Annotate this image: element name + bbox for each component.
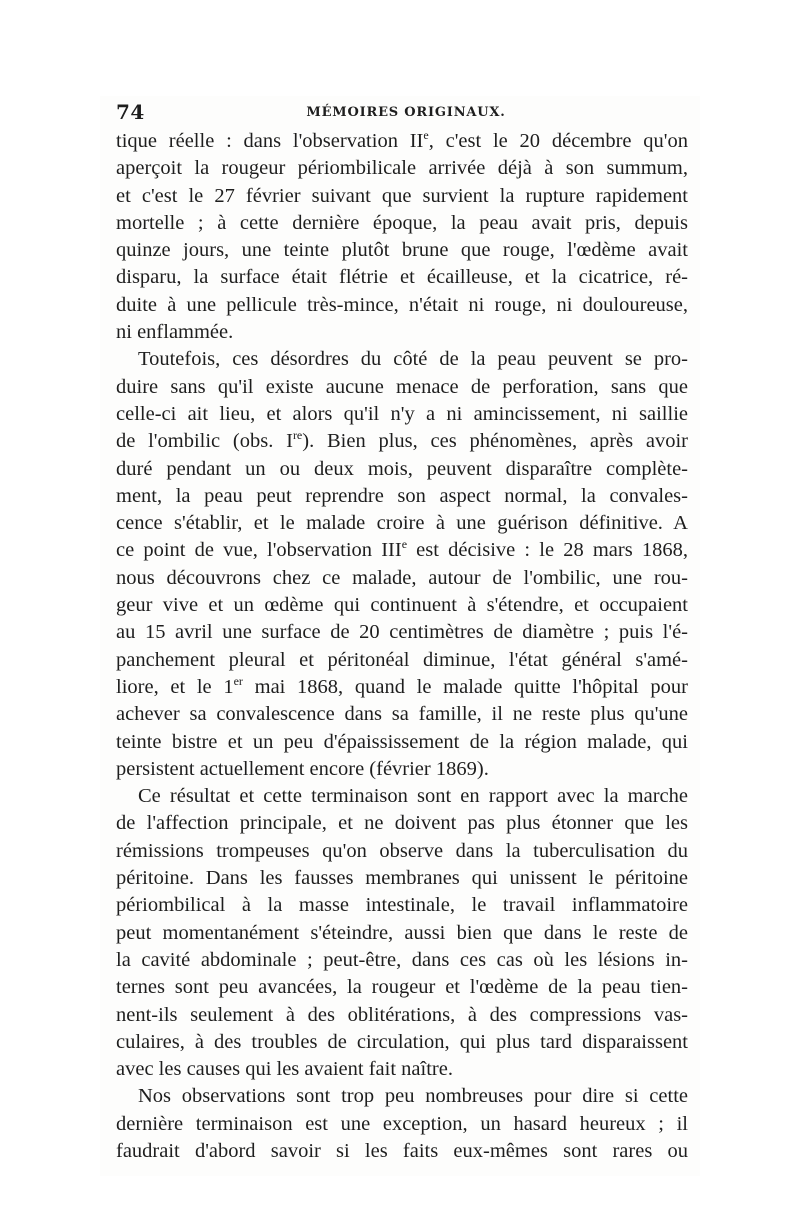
text-line: périombilical à la masse intestinale, le travail inflammatoire (116, 894, 688, 917)
text-line: mortelle ; à cette dernière époque, la peau avait pris, depuis (116, 211, 688, 234)
text-line: teinte bistre et un peu d'épaississement de la région malade, qui (116, 730, 688, 753)
text-line: Nos observations sont trop peu nombreuses pour dire si cette (138, 1085, 688, 1108)
text-line: ment, la peau peut reprendre son aspect normal, la convales- (116, 484, 688, 507)
text-line: duré pendant un ou deux mois, peuvent disparaître complète- (116, 457, 688, 480)
text-line: rémissions trompeuses qu'on observe dans la tuberculisation du (116, 839, 688, 862)
text-line: faudrait d'abord savoir si les faits eux-mêmes sont rares ou (116, 1139, 688, 1162)
text-line: aperçoit la rougeur périombilicale arrivée déjà à son summum, (116, 157, 688, 180)
text-line: ce point de vue, l'observation IIIe est décisive : le 28 mars 1868, (116, 537, 688, 562)
text-line: nous découvrons chez ce malade, autour de l'ombilic, une rou- (116, 566, 688, 589)
text-line: persistent actuellement encore (février 1869). (116, 757, 489, 780)
text-line: duire sans qu'il existe aucune menace de perforation, sans que (116, 375, 688, 398)
text-line: péritoine. Dans les fausses membranes qui unissent le péritoine (116, 867, 688, 890)
text-line: peut momentanément s'éteindre, aussi bien que dans le reste de (116, 921, 688, 944)
text-line: duite à une pellicule très-mince, n'était ni rouge, ni douloureuse, (116, 293, 688, 316)
text-line: liore, et le 1er mai 1868, quand le malade quitte l'hôpital pour (116, 674, 688, 698)
text-line: achever sa convalescence dans sa famille, il ne reste plus qu'une (116, 703, 688, 726)
text-line: geur vive et un œdème qui continuent à s'étendre, et occupaient (116, 594, 688, 617)
text-line: quinze jours, une teinte plutôt brune que rouge, l'œdème avait (116, 239, 688, 262)
text-line: avec les causes qui les avaient fait naître. (116, 1058, 453, 1081)
text-line: Toutefois, ces désordres du côté de la peau peuvent se pro- (138, 348, 688, 371)
text-line: culaires, à des troubles de circulation, qui plus tard disparaissent (116, 1030, 688, 1053)
text-line: de l'affection principale, et ne doivent pas plus étonner que les (116, 812, 688, 835)
text-line: Ce résultat et cette terminaison sont en rapport avec la marche (138, 785, 688, 808)
text-line: nent-ils seulement à des oblitérations, à des compressions vas- (116, 1003, 688, 1026)
text-line: au 15 avril une surface de 20 centimètres de diamètre ; puis l'é- (116, 621, 688, 644)
text-line: celle-ci ait lieu, et alors qu'il n'y a ni amincissement, ni saillie (116, 402, 688, 425)
text-line: de l'ombilic (obs. Ire). Bien plus, ces phénomènes, après avoir (116, 428, 688, 453)
text-line: ni enflammée. (116, 321, 234, 344)
text-line: tique réelle : dans l'observation IIe, c'est le 20 décembre qu'on (116, 128, 688, 152)
text-line: et c'est le 27 février suivant que survient la rupture rapidement (116, 184, 688, 207)
text-line: disparu, la surface était flétrie et écailleuse, et la cicatrice, ré- (116, 266, 688, 289)
text-line: la cavité abdominale ; peut-être, dans ces cas où les lésions in- (116, 948, 688, 971)
text-line: panchement pleural et péritonéal diminue, l'état général s'amé- (116, 648, 688, 671)
text-line: cence s'établir, et le malade croire à une guérison définitive. A (116, 512, 688, 535)
text-line: ternes sont peu avancées, la rougeur et l'œdème de la peau tien- (116, 976, 688, 999)
page-number: 74 (116, 100, 145, 124)
running-head (116, 100, 696, 126)
running-title: MÉMOIRES ORIGINAUX. (306, 105, 506, 120)
body-text (116, 128, 688, 1165)
text-line: dernière terminaison est une exception, un hasard heureux ; il (116, 1112, 688, 1135)
